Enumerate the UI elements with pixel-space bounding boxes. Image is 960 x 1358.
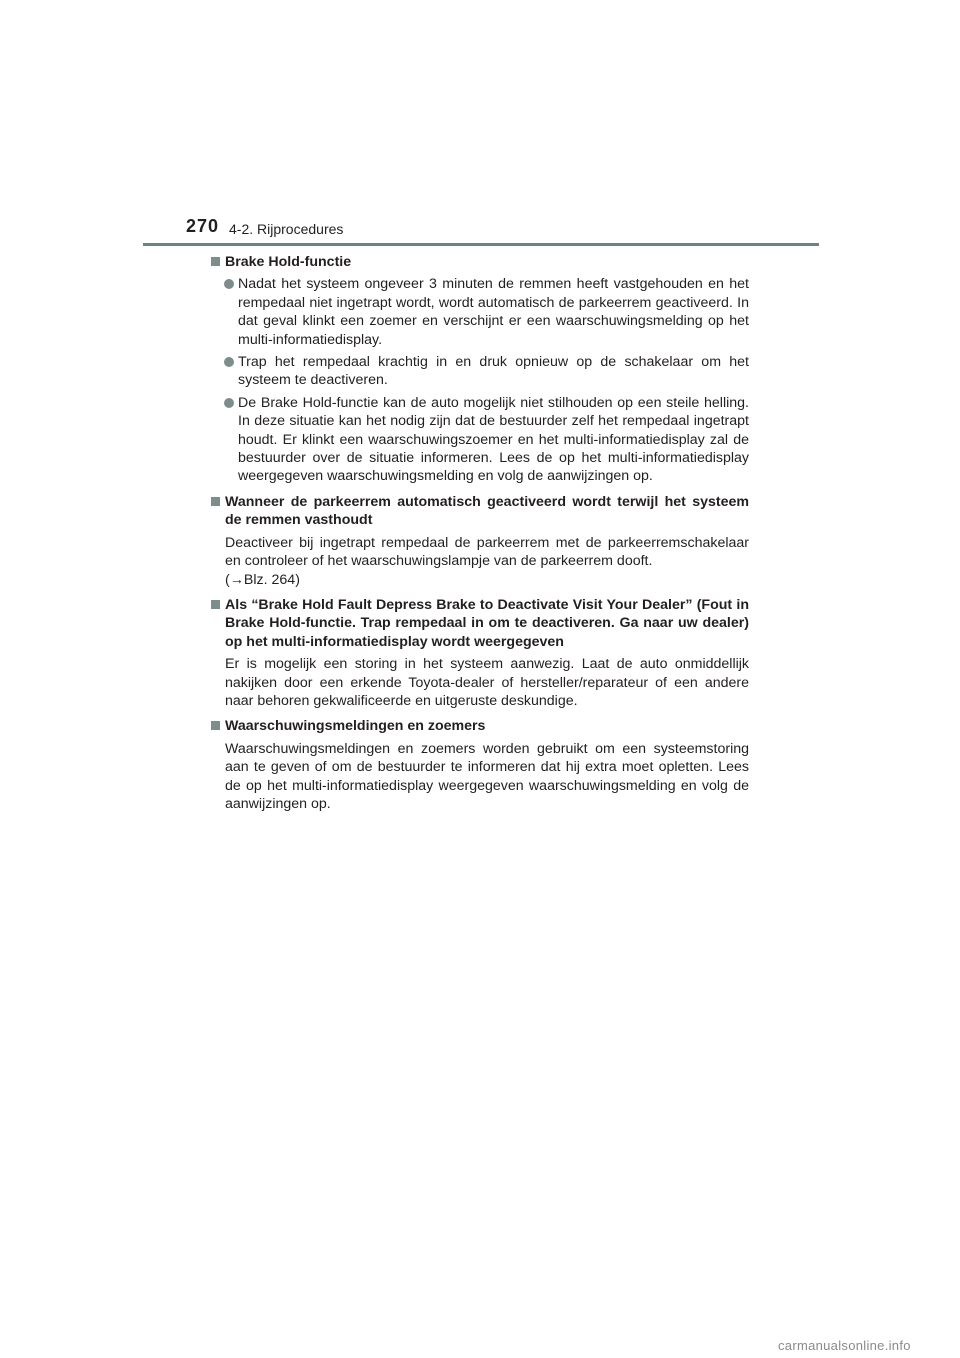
section-heading-text: Waarschuwingsmeldingen en zoemers (225, 718, 486, 735)
section-heading (209, 596, 749, 651)
section-heading-text: Wanneer de parkeerrem automatisch geactiveerd wordt terwijl het systeem de remmen vasthoudt (225, 493, 749, 529)
page-reference[interactable]: (→Blz. 264) (225, 571, 300, 588)
list-item-text: Nadat het systeem ongeveer 3 minuten de remmen heeft vastgehouden en het rempedaal niet ingetrapt wordt, wordt automatisch de parkeerrem geactiveerd. In dat geval klinkt een zoemer en verschijnt er een waarschuwingsmelding op het multi-informatiedisplay. (238, 276, 749, 348)
list-item (209, 275, 749, 349)
list-item (209, 394, 749, 486)
square-bullet-icon (211, 257, 220, 266)
section-heading (209, 493, 749, 530)
list-item-text: De Brake Hold-functie kan de auto mogelijk niet stilhouden op een steile helling. In deze situatie kan het nodig zijn dat de bestuurder zelf het rempedaal ingetrapt houdt. Er klinkt een waarschuwingszoemer en het multi-informatiedisplay zal de bestuurder over de situatie informeren. Lees de op het multi-informatiedisplay weergegeven waarschuwingsmelding en volg de aanwijzingen op. (238, 394, 749, 485)
list-item (209, 353, 749, 390)
section-body: Waarschuwingsmeldingen en zoemers worden gebruikt om een systeemstoring aan te geven of om de bestuurder te informeren dat hij extra moet opletten. Lees de op het multi-informatiedisplay weergegeven waarschuwingsmelding en volg de aanwijzingen op. (225, 740, 749, 812)
round-bullet-icon (224, 357, 234, 367)
round-bullet-icon (224, 398, 234, 408)
section-body (209, 534, 749, 589)
list-item-text: Trap het rempedaal krachtig in en druk opnieuw op de schakelaar om het systeem te deactiveren. (238, 354, 749, 389)
page-header (0, 0, 960, 250)
section-fault (209, 596, 749, 710)
section-brake-hold (209, 253, 749, 486)
watermark: carmanualsonline.info (778, 1338, 911, 1353)
page-content (209, 253, 749, 820)
section-body-text: Deactiveer bij ingetrapt rempedaal de parkeerrem met de parkeerremschakelaar en controleer of het waarschuwingslampje van de parkeerrem dooft. (225, 534, 749, 570)
page-number: 270 (186, 216, 220, 236)
chapter-title: 4-2. Rijprocedures (229, 221, 344, 237)
page-reference-text: Blz. 264 (243, 571, 296, 588)
header-divider (143, 243, 819, 246)
section-parking-brake (209, 493, 749, 589)
square-bullet-icon (211, 721, 220, 730)
square-bullet-icon (211, 497, 220, 506)
section-body: Er is mogelijk een storing in het systeem aanwezig. Laat de auto onmiddellijk nakijken door een erkende Toyota-dealer of hersteller/reparateur of een andere naar behoren gekwalificeerde en uitgeruste deskundige. (225, 656, 749, 709)
arrow-right-icon: → (229, 571, 244, 588)
section-heading-text: Brake Hold-functie (225, 254, 352, 270)
section-warnings (209, 717, 749, 813)
section-heading (209, 717, 749, 735)
section-heading (209, 253, 749, 271)
round-bullet-icon (224, 279, 234, 289)
section-heading-text: Als “Brake Hold Fault Depress Brake to Deactivate Visit Your Dealer” (Fout in Brake Hold-functie. Trap rempedaal in om te deactiveren. Ga naar uw dealer) op het multi-informatiedisplay wordt weergegeven (225, 596, 749, 650)
square-bullet-icon (211, 600, 220, 609)
